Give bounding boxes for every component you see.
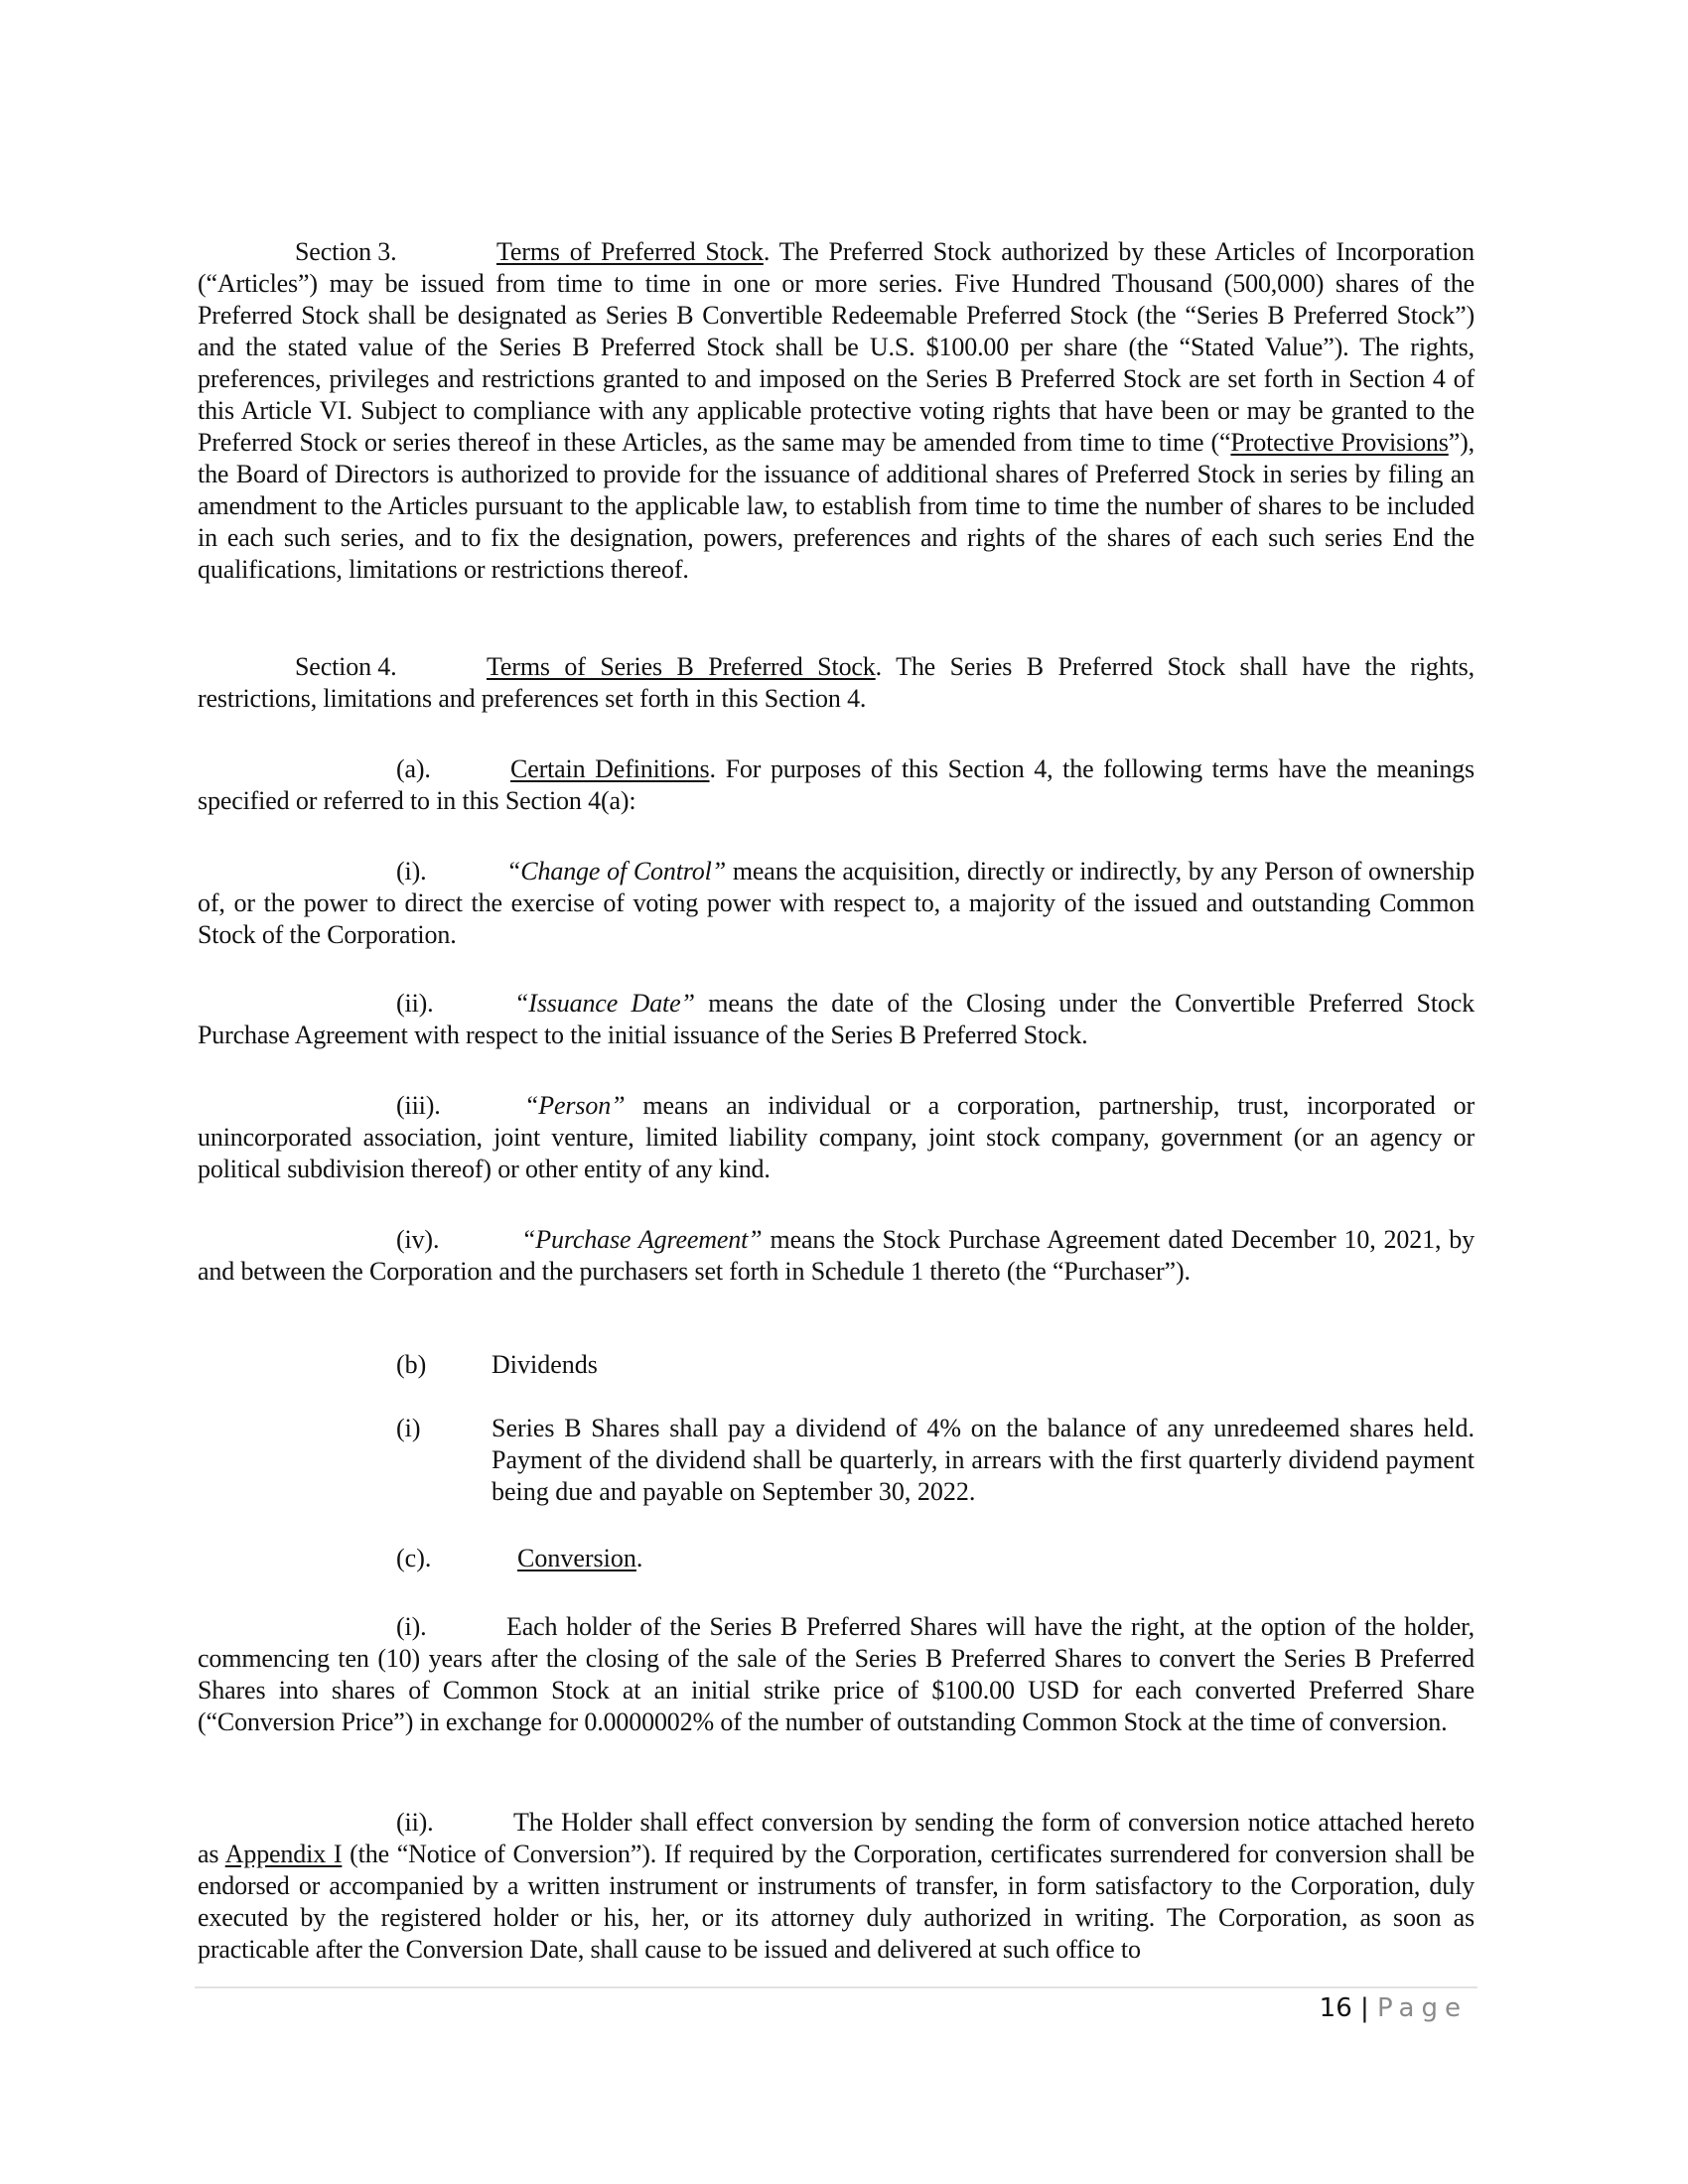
section-3-text: . The Preferred Stock authorized by these Articles of Incorporation (“Articles”) may be issued from time to time in one or more series. Five Hundred Thousand (500,000) shares of the Preferred Stock shall be designated as Series B Convertible Redeemable Preferred Stock (the “Series B Preferred Stock”) and the stated value of the Series B Preferred Stock shall be U.S. $100.00 per share (the “Stated Value”). The rights, preferences, privileges and restrictions granted to and imposed on the Series B Preferred Stock are set forth in Section 4 of this Article VI. Subject to compliance with any applicable protective voting rights that have been or may be granted to the Preferred Stock or series thereof in these Articles, as the same may be amended from time to time (“ (198, 237, 1475, 457)
definition-label: (i). (396, 857, 427, 886)
footer-divider (195, 1986, 1477, 1988)
section-3-title: Terms of Preferred Stock (496, 237, 764, 266)
subsection-c-label: (c). (396, 1544, 432, 1572)
definition-purchase-agreement (198, 1224, 1475, 1288)
conversion-ii-label: (ii). (396, 1808, 434, 1837)
page-number: 16 (1319, 1993, 1352, 2023)
conversion-ii-text-cont: (the “Notice of Conversion”). If required by the Corporation, certificates surrendered for conversion shall be endorsed or accompanied by a written instrument or instruments of transfer, in form satisfactory to the Corporation, duly executed by the registered holder or his, her, or its attorney duly authorized in writing. The Corporation, as soon as practicable after the Conversion Date, shall cause to be issued and delivered at such office to (198, 1840, 1475, 1964)
definition-term: “Purchase Agreement” (521, 1225, 763, 1254)
dividend-item-label: (i) (396, 1414, 421, 1442)
definition-person (198, 1090, 1475, 1185)
conversion-right-paragraph (198, 1611, 1475, 1738)
page-footer (1320, 1993, 1468, 2023)
protective-provisions-term: Protective Provisions (1230, 428, 1449, 457)
definition-label: (iv). (396, 1225, 440, 1254)
definition-text: means the Stock Purchase Agreement dated December 10, 2021, by and between the Corporation and the purchasers set forth in Schedule 1 thereto (the “Purchaser”). (198, 1225, 1475, 1286)
subsection-c-title (517, 1543, 642, 1574)
page-word: Page (1377, 1993, 1468, 2023)
subsection-b-label: (b) (396, 1350, 427, 1379)
dividend-item-text: Series B Shares shall pay a dividend of 4% on the balance of any unredeemed shares held. Payment of the dividend shall be quarterly, in arrears with the first quarterly dividend payment being due and payable on September 30, 2022. (492, 1414, 1475, 1506)
conversion-ii-text: The Holder shall effect conversion by sending the form of conversion notice attached hereto as (198, 1808, 1475, 1868)
conversion-procedure-paragraph (198, 1807, 1475, 1966)
conversion-title-period: . (635, 1544, 643, 1572)
subsection-a-label: (a). (396, 754, 431, 783)
appendix-i-reference: Appendix I (224, 1840, 343, 1868)
conversion-title: Conversion (517, 1544, 636, 1572)
section-3-paragraph (198, 236, 1475, 586)
definition-label: (iii). (396, 1091, 441, 1120)
subsection-a-title: Certain Definitions (510, 754, 710, 783)
page-separator: | (1360, 1993, 1369, 2023)
conversion-i-text: Each holder of the Series B Preferred Shares will have the right, at the option of the holder, commencing ten (10) years after the closing of the sale of the Series B Preferred Shares to convert the Series B Preferred Shares into shares of Common Stock at an initial strike price of $100.00 USD for each converted Preferred Share (“Conversion Price”) in exchange for 0.0000002% of the number of outstanding Common Stock at the time of conversion. (198, 1612, 1475, 1736)
section-4-label: Section 4. (295, 652, 397, 681)
definition-change-of-control (198, 856, 1475, 951)
subsection-a-paragraph (198, 753, 1475, 817)
subsection-a-text: . For purposes of this Section 4, the following terms have the meanings specified or referred to in this Section 4(a): (198, 754, 1475, 815)
definition-issuance-date (198, 988, 1475, 1051)
definition-term: “Issuance Date” (514, 989, 695, 1018)
definition-text: means the date of the Closing under the Convertible Preferred Stock Purchase Agreement with respect to the initial issuance of the Series B Preferred Stock. (198, 989, 1475, 1049)
section-4-title: Terms of Series B Preferred Stock (487, 652, 876, 681)
section-4-paragraph (198, 651, 1475, 715)
definition-text: means the acquisition, directly or indirectly, by any Person of ownership of, or the power to direct the exercise of voting power with respect to, a majority of the issued and outstanding Common Stock of the Corporation. (198, 857, 1475, 949)
section-4-text: . The Series B Preferred Stock shall have the rights, restrictions, limitations and preferences set forth in this Section 4. (198, 652, 1475, 713)
conversion-i-label: (i). (396, 1612, 427, 1641)
section-3-label: Section 3. (295, 237, 397, 266)
definition-text: means an individual or a corporation, partnership, trust, incorporated or unincorporated association, joint venture, limited liability company, joint stock company, government (or an agency or political subdivision thereof) or other entity of any kind. (198, 1091, 1475, 1183)
subsection-b-title: Dividends (492, 1350, 598, 1379)
definition-label: (ii). (396, 989, 434, 1018)
definition-term: “Change of Control” (506, 857, 727, 886)
definition-term: “Person” (524, 1091, 626, 1120)
section-3-text-cont: ”), the Board of Directors is authorized to provide for the issuance of additional shares of Preferred Stock in series by filing an amendment to the Articles pursuant to the applicable law, to establish from time to time the number of shares to be included in each such series, and to fix the designation, powers, preferences and rights of the shares of each such series End the qualifications, limitations or restrictions thereof. (198, 428, 1475, 584)
